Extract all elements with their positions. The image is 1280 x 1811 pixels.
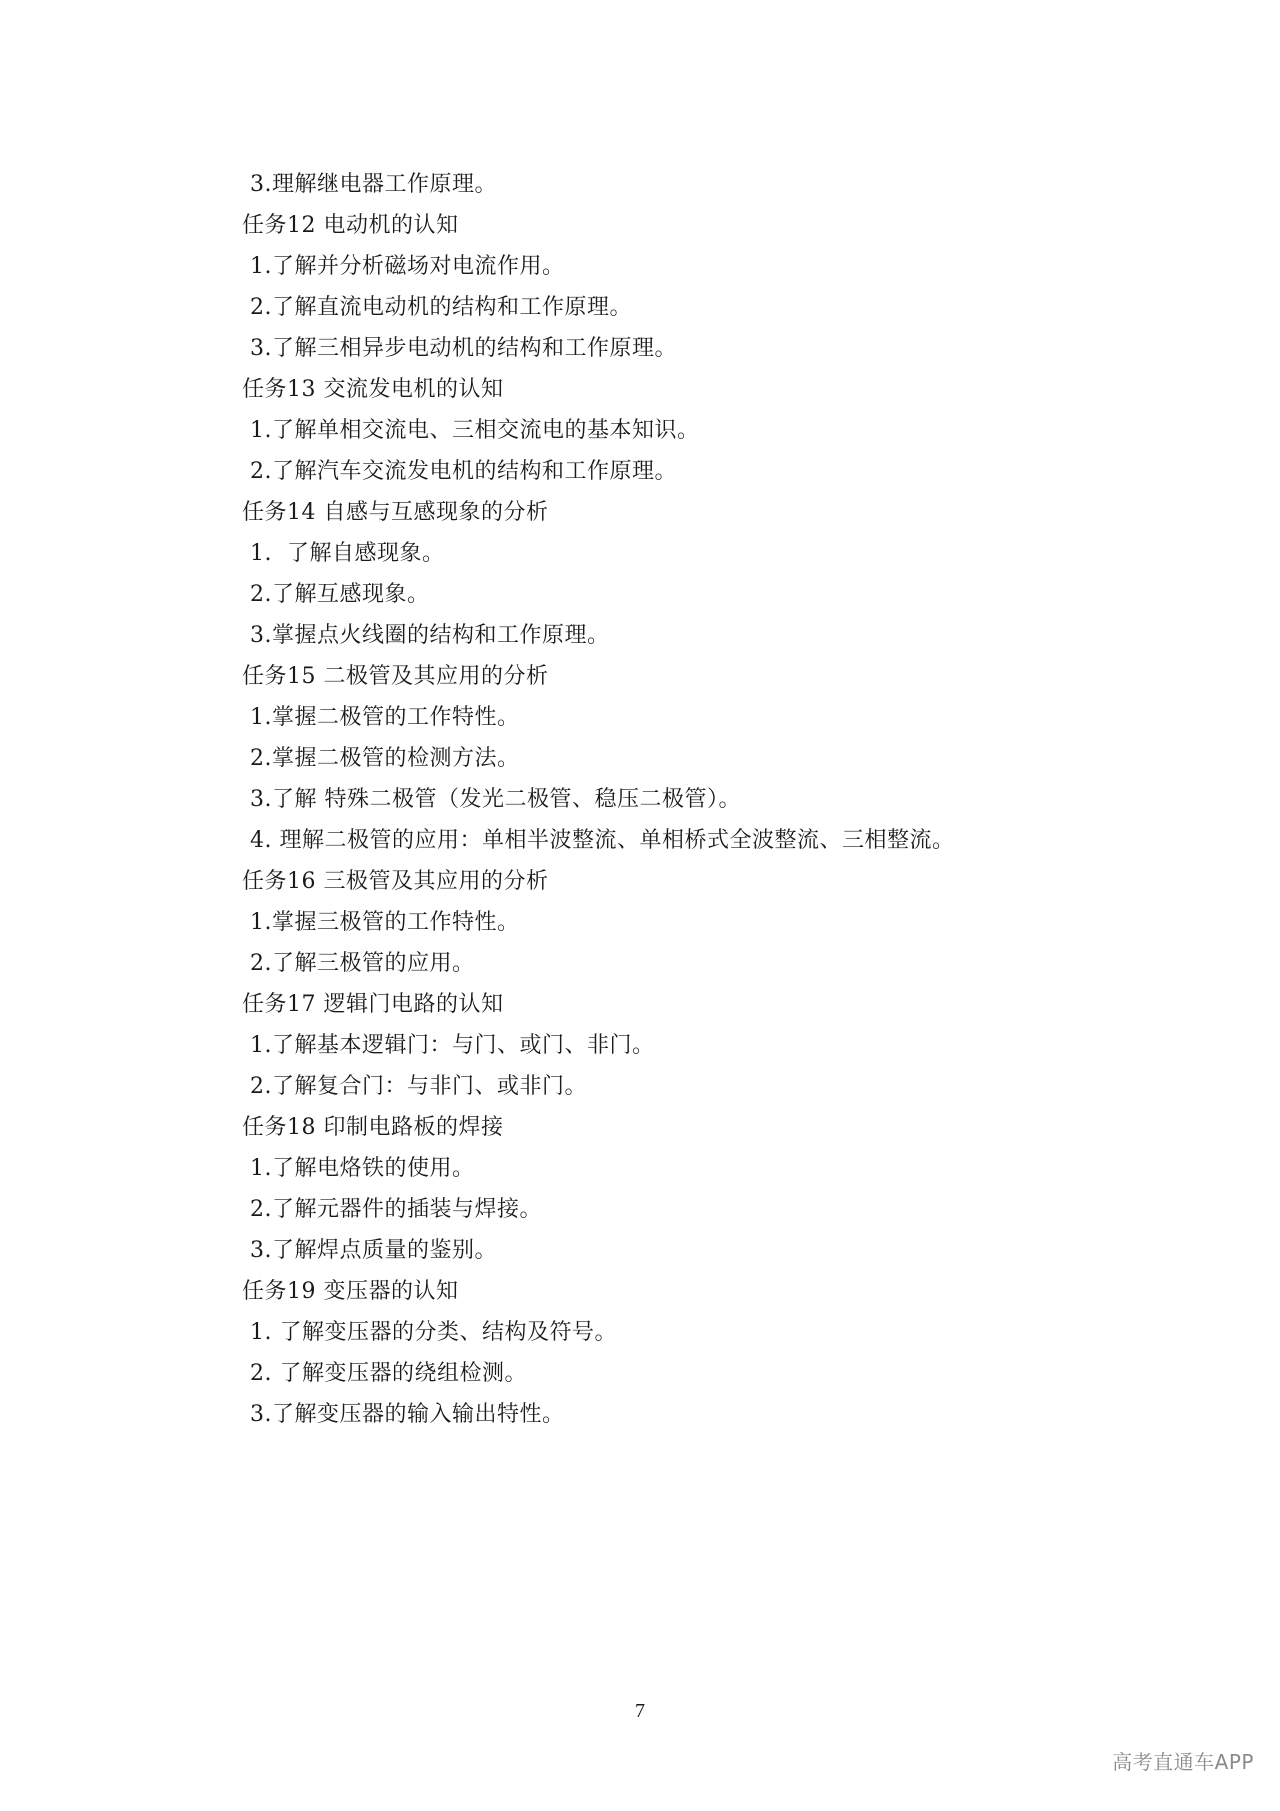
list-item: 2.了解互感现象。 <box>250 582 430 607</box>
task-heading: 任务12 电动机的认知 <box>242 213 459 238</box>
list-item: 2.了解直流电动机的结构和工作原理。 <box>250 295 632 320</box>
list-item: 1. 了解自感现象。 <box>250 541 445 566</box>
task-heading: 任务13 交流发电机的认知 <box>242 377 504 402</box>
watermark: 高考直通车APP <box>1112 1750 1254 1774</box>
task-heading: 任务18 印制电路板的焊接 <box>242 1115 504 1140</box>
list-item: 3.了解变压器的输入输出特性。 <box>250 1402 565 1427</box>
document-body <box>242 164 1142 1435</box>
task-heading: 任务14 自感与互感现象的分析 <box>242 500 549 525</box>
list-item: 2. 了解变压器的绕组检测。 <box>250 1361 527 1386</box>
list-item: 1.了解基本逻辑门：与门、或门、非门。 <box>250 1033 655 1058</box>
list-item: 1.掌握三极管的工作特性。 <box>250 910 520 935</box>
task-heading: 任务15 二极管及其应用的分析 <box>242 664 549 689</box>
list-item: 2.掌握二极管的检测方法。 <box>250 746 520 771</box>
list-item: 3.理解继电器工作原理。 <box>250 172 497 197</box>
list-item: 3.了解 特殊二极管（发光二极管、稳压二极管）。 <box>250 787 741 812</box>
task-heading: 任务17 逻辑门电路的认知 <box>242 992 504 1017</box>
list-item: 3.了解三相异步电动机的结构和工作原理。 <box>250 336 677 361</box>
list-item: 1.了解电烙铁的使用。 <box>250 1156 475 1181</box>
list-item: 1. 了解变压器的分类、结构及符号。 <box>250 1320 617 1345</box>
task-heading: 任务19 变压器的认知 <box>242 1279 459 1304</box>
list-item: 1.掌握二极管的工作特性。 <box>250 705 520 730</box>
list-item: 2.了解复合门：与非门、或非门。 <box>250 1074 587 1099</box>
list-item: 2.了解汽车交流发电机的结构和工作原理。 <box>250 459 677 484</box>
list-item: 2.了解元器件的插装与焊接。 <box>250 1197 542 1222</box>
list-item: 1.了解并分析磁场对电流作用。 <box>250 254 565 279</box>
list-item: 4. 理解二极管的应用：单相半波整流、单相桥式全波整流、三相整流。 <box>250 828 955 853</box>
list-item: 3.了解焊点质量的鉴别。 <box>250 1238 497 1263</box>
task-heading: 任务16 三极管及其应用的分析 <box>242 869 549 894</box>
list-item: 1.了解单相交流电、三相交流电的基本知识。 <box>250 418 700 443</box>
list-item: 2.了解三极管的应用。 <box>250 951 475 976</box>
page-number: 7 <box>635 1700 645 1722</box>
list-item: 3.掌握点火线圈的结构和工作原理。 <box>250 623 610 648</box>
